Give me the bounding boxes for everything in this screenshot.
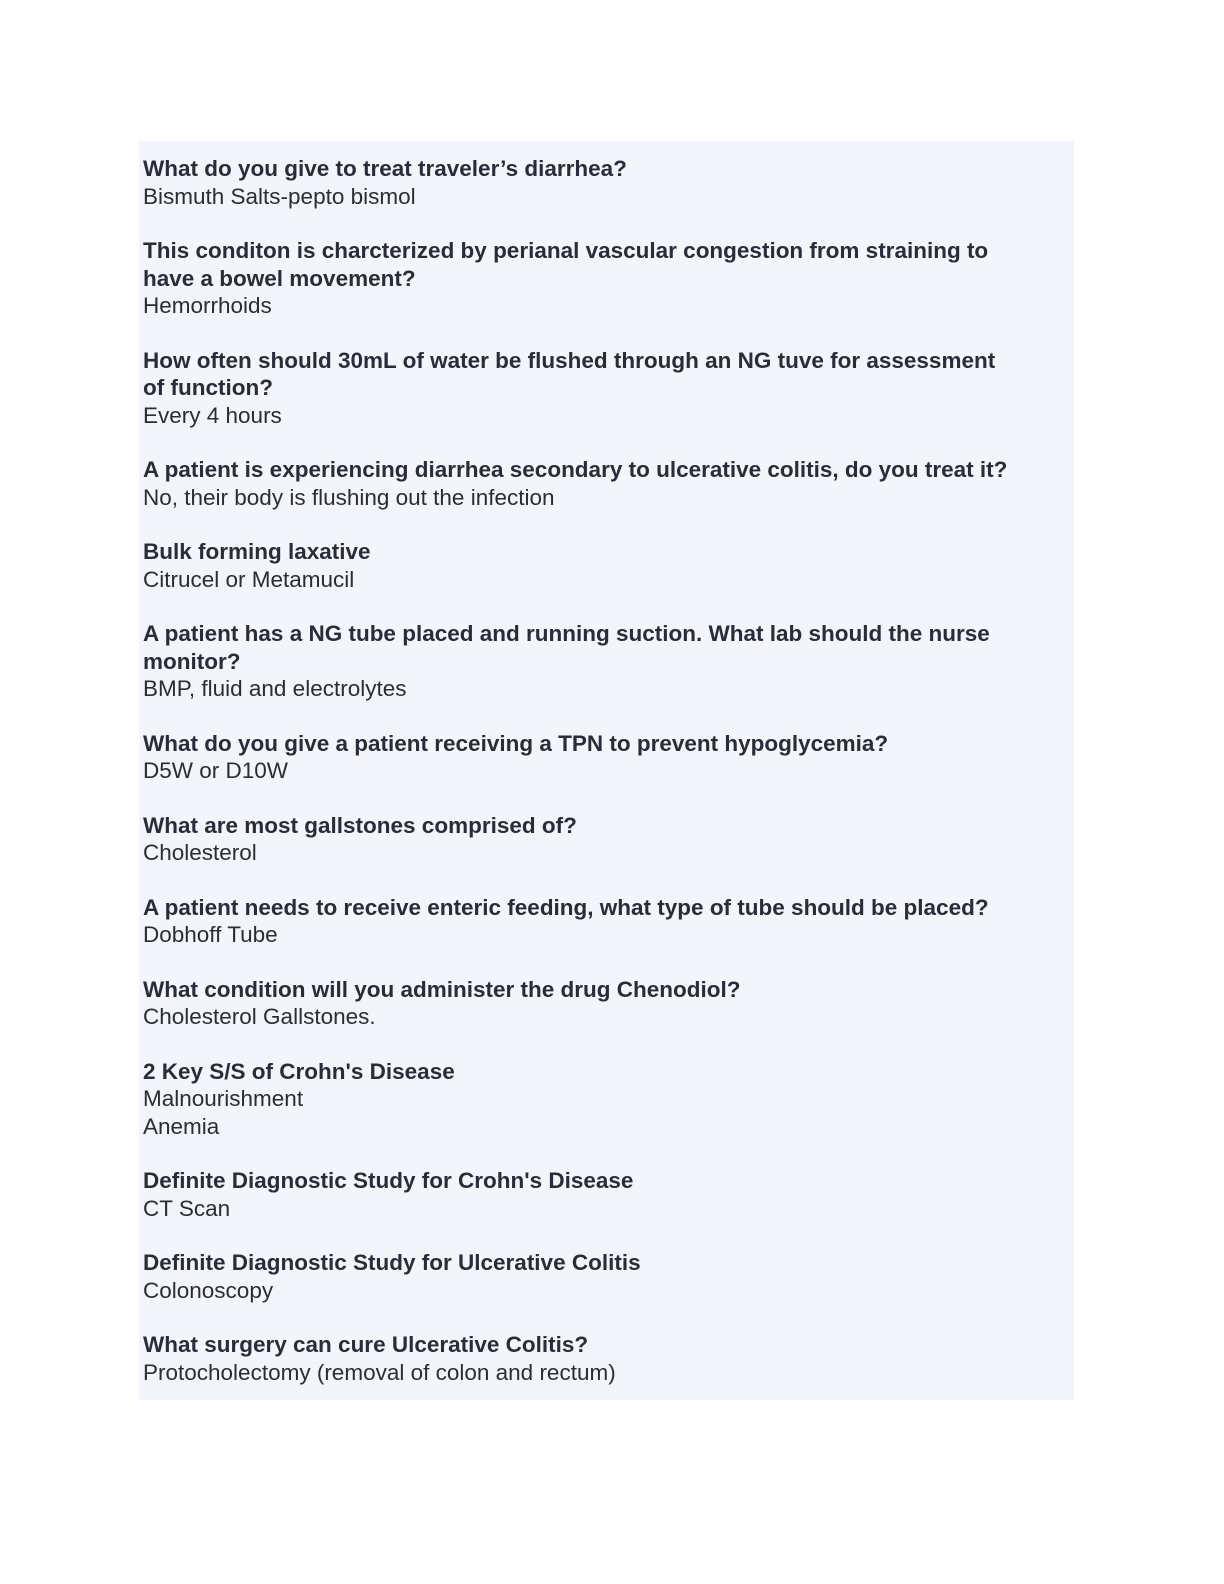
flashcard-question: What surgery can cure Ulcerative Colitis? (143, 1332, 589, 1357)
flashcard-question: How often should 30mL of water be flushed through an NG tuve for assessment of function? (143, 347, 996, 400)
flashcard-answer-line: Dobhoff Tube (143, 922, 278, 947)
flashcard-question: 2 Key S/S of Crohn's Disease (143, 1058, 455, 1084)
flashcard-question: What do you give a patient receiving a TPN to prevent hypoglycemia? (143, 730, 889, 756)
flashcard-item (143, 1331, 1070, 1386)
flashcard-item (143, 347, 1070, 430)
flashcard-answer-line: Bismuth Salts-pepto bismol (143, 183, 416, 209)
flashcard-question: What are most gallstones comprised of? (143, 812, 577, 838)
flashcard-question: What condition will you administer the drug Chenodiol? (143, 976, 741, 1002)
flashcard-question: Definite Diagnostic Study for Ulcerative Colitis (143, 1250, 641, 1275)
flashcard-question: Bulk forming laxative (143, 539, 371, 564)
flashcard-answer-line: Cholesterol Gallstones. (143, 1004, 376, 1029)
flashcard-answer-line: D5W or D10W (143, 758, 289, 783)
flashcard-answer-line: BMP, fluid and electrolytes (143, 676, 407, 701)
flashcard-panel (139, 141, 1074, 1400)
flashcard-answer-line: Citrucel or Metamucil (143, 566, 355, 592)
flashcard-item (143, 155, 1070, 210)
flashcard-item (143, 620, 1070, 703)
flashcard-answer-line: CT Scan (143, 1195, 231, 1221)
flashcard-answer-line: Anemia (143, 1113, 220, 1139)
flashcard-question: A patient needs to receive enteric feeding, what type of tube should be placed? (143, 894, 989, 920)
flashcard-question: What do you give to treat traveler’s diarrhea? (143, 156, 627, 181)
flashcard-item (143, 812, 1070, 867)
flashcard-question: This conditon is charcterized by perianal vascular congestion from straining to have a bowel movement? (143, 238, 989, 291)
flashcard-item (143, 976, 1070, 1031)
flashcard-item (143, 1167, 1070, 1222)
flashcard-question: A patient has a NG tube placed and running suction. What lab should the nurse monitor? (143, 621, 990, 674)
flashcard-item (143, 730, 1070, 785)
flashcard-answer-line: No, their body is flushing out the infection (143, 484, 555, 510)
flashcard-answer-line: Colonoscopy (143, 1277, 274, 1303)
flashcard-question: A patient is experiencing diarrhea secondary to ulcerative colitis, do you treat it? (143, 457, 1008, 482)
flashcard-answer-line: Cholesterol (143, 840, 257, 865)
flashcard-item (143, 1249, 1070, 1304)
flashcard-answer-line: Every 4 hours (143, 402, 282, 428)
flashcard-item (143, 456, 1070, 511)
flashcard-item (143, 894, 1070, 949)
flashcard-answer-line: Protocholectomy (removal of colon and rectum) (143, 1359, 616, 1385)
flashcard-item (143, 237, 1070, 320)
flashcard-item (143, 1058, 1070, 1141)
flashcard-item (143, 538, 1070, 593)
flashcard-question: Definite Diagnostic Study for Crohn's Disease (143, 1168, 634, 1193)
card-list (143, 141, 1070, 1386)
flashcard-answer-line: Hemorrhoids (143, 293, 272, 318)
flashcard-answer-line: Malnourishment (143, 1086, 304, 1111)
